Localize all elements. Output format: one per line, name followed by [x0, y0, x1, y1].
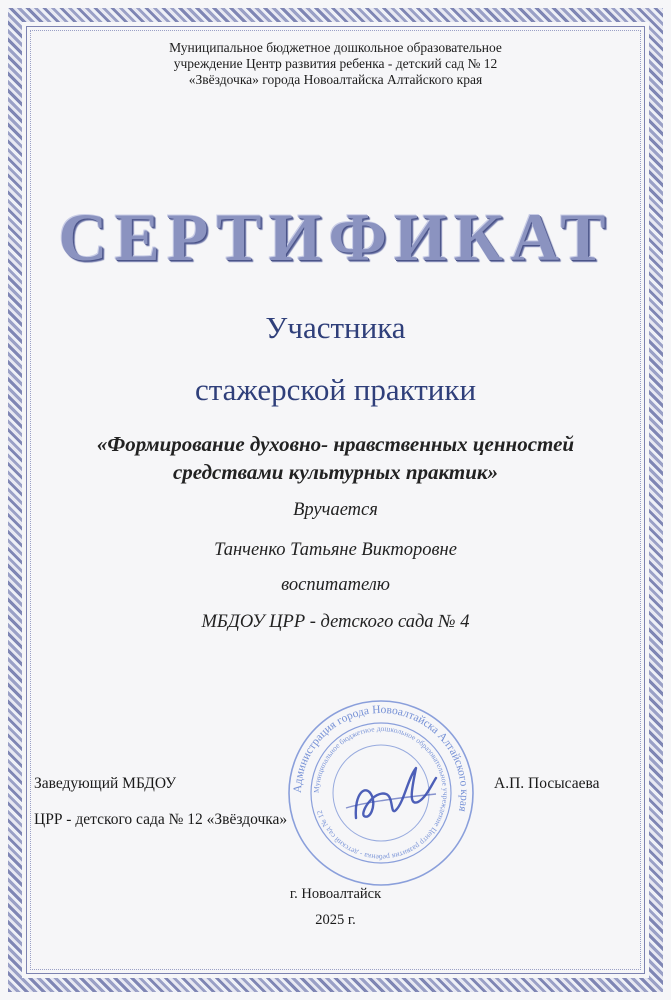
- signer-name: А.П. Посысаева: [494, 775, 600, 792]
- recipient-name: Танченко Татьяне Викторовне: [214, 540, 457, 560]
- awarded-label: Вручается: [293, 500, 378, 520]
- subtitle-participant: Участника: [265, 310, 406, 345]
- stamp-outer-text: Администрация города Новоалтайска Алтайского края: [291, 703, 471, 813]
- practice-theme: [40, 430, 631, 486]
- certificate-title: СЕРТИФИКАТ: [58, 199, 613, 275]
- organization-line-1: Муниципальное бюджетное дошкольное образовательное: [169, 40, 502, 55]
- signer-role: [34, 766, 287, 838]
- signature-mark: [356, 768, 436, 818]
- city: г. Новоалтайск: [289, 886, 382, 902]
- organization-line-2: учреждение Центр развития ребенка - детский сад № 12: [173, 56, 498, 71]
- organization-line-3: «Звёздочка» города Новоалтайска Алтайского края: [188, 72, 483, 87]
- stamp-inner-text: Муниципальное бюджетное дошкольное образовательное учреждение Центр развития ребенка - детский сад № 12: [311, 723, 451, 863]
- theme-line-2: средствами культурных практик»: [172, 460, 499, 484]
- organization-header: [60, 40, 611, 88]
- signer-role-line-1: Заведующий МБДОУ: [34, 775, 177, 792]
- recipient-position: воспитателю: [281, 575, 390, 595]
- theme-line-1: «Формирование духовно- нравственных ценностей: [96, 432, 575, 456]
- year: 2025 г.: [315, 912, 356, 928]
- signer-role-line-2: ЦРР - детского сада № 12 «Звёздочка»: [34, 811, 288, 828]
- subtitle-practice: стажерской практики: [194, 372, 477, 407]
- official-stamp: [286, 698, 476, 888]
- recipient-organization: МБДОУ ЦРР - детского сада № 4: [201, 612, 470, 632]
